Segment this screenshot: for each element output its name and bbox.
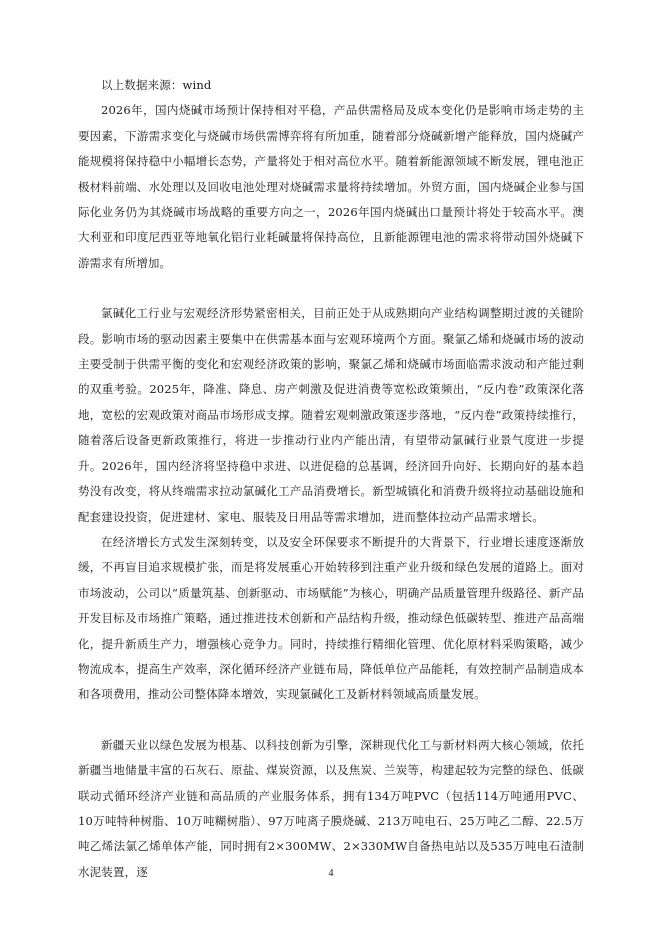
paragraph-chlor-alkali-macro: 氯碱化工行业与宏观经济形势紧密相关，目前正处于从成熟期向产业结构调整期过渡的关键阶段。影响市场的驱动因素主要集中在供需基本面与宏观环境两个方面。聚氯乙烯和烧碱市场的波动主要受制于供需平衡的变化和宏观经济政策的影响，聚氯乙烯和烧碱市场面临需求波动和产能过剩的双重考验。2025年，降准、降息、房产刺激及促进消费等宽松政策频出，“反内卷”政策深化落地，宽松的宏观政策对商品市场形成支撑。随着宏观刺激政策逐步落地，“反内卷”政策持续推行，随着落后设备更新政策推行，将进一步推动行业内产能出清，有望带动氯碱行业景气度进一步提升。2026年，国内经济将坚持稳中求进、以进促稳的总基调，经济回升向好、长期向好的基本趋势没有改变，将从终端需求拉动氯碱化工产品消费增长。新型城镇化和消费升级将拉动基础设施和配套建设投资，促进建材、家电、服装及日用品等需求增加，进而整体拉动产品需求增长。	[78, 306, 584, 524]
page-number: 4	[328, 868, 334, 879]
data-source-note: 以上数据来源：wind	[101, 78, 212, 92]
page-content	[78, 63, 584, 885]
paragraph-caustic-soda-outlook: 2026年，国内烧碱市场预计保持相对平稳，产品供需格局及成本变化仍是影响市场走势的主要因素，下游需求变化与烧碱市场供需博弈将有所加重，随着部分烧碱新增产能释放，国内烧碱产能规模将保持稳中小幅增长态势，产量将处于相对高位水平。随着新能源领域不断发展，锂电池正极材料前端、水处理以及回收电池处理对烧碱需求量将持续增加。外贸方面，国内烧碱企业参与国际化业务仍为其烧碱市场战略的重要方向之一，2026年国内烧碱出口量预计将处于较高水平。澳大利亚和印度尼西亚等地氧化铝行业耗碱量将保持高位，且新能源锂电池的需求将带动国外烧碱下游需求有所增加。	[78, 103, 584, 270]
paragraph-company-strategy: 在经济增长方式发生深刻转变，以及安全环保要求不断提升的大背景下，行业增长速度逐渐放缓，不再盲目追求规模扩张，而是将发展重心开始转移到注重产业升级和绿色发展的道路上。面对市场波动，公司以“质量筑基、创新驱动、市场赋能”为核心，明确产品质量管理升级路径、新产品开发目标及市场推广策略，通过推进技术创新和产品结构升级，推动绿色低碳转型、推进产品高端化，提升新质生产力，增强核心竞争力。同时，持续推行精细化管理、优化原材料采购策略，减少物流成本，提高生产效率，深化循环经济产业链布局，降低单位产品能耗，有效控制产品制造成本和各项费用，推动公司整体降本增效，实现氯碱化工及新材料领域高质量发展。	[78, 534, 584, 702]
paragraph-xinjiang-tianye: 新疆天业以绿色发展为根基、以科技创新为引擎，深耕现代化工与新材料两大核心领域，依托新疆当地储量丰富的石灰石、原盐、煤炭资源，以及焦炭、兰炭等，构建起较为完整的绿色、低碳联动式循环经济产业链和高品质的产业服务体系，拥有134万吨PVC（包括114万吨通用PVC、10万吨特种树脂、10万吨糊树脂）、97万吨离子膜烧碱、213万吨电石、25万吨乙二醇、22.5万吨乙烯法氯乙烯单体产能，同时拥有2×300MW、2×330MW自备热电站以及535万吨电石渣制水泥装置，逐	[78, 737, 584, 879]
